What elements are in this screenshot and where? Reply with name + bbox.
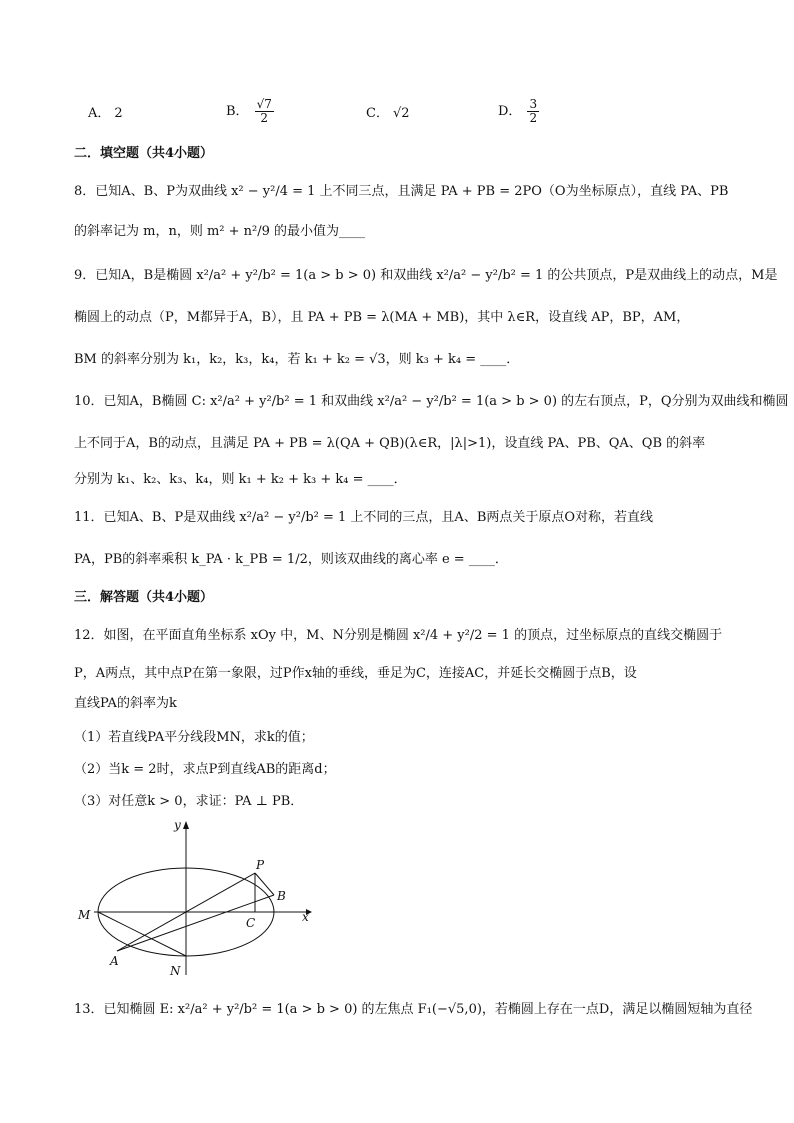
question-12-line-2: P，A两点，其中点P在第一象限，过P作x轴的垂线，垂足为C，连接AC，并延长交椭圆于点B，设 (74, 666, 637, 681)
question-9-line-1: 9．已知A，B是椭圆 x²/a² + y²/b² = 1(a > b > 0) 和双曲线 x²/a² − y²/b² = 1 的公共顶点，P是双曲线上的动点，M是 (74, 268, 778, 283)
line-mn (98, 912, 186, 956)
label-x: x (302, 910, 309, 924)
question-9-line-3: BM 的斜率分别为 k₁，k₂，k₃，k₄，若 k₁ + k₂ = √3，则 k₃ + k₄ = ____． (74, 352, 520, 367)
section-answer-title: 三．解答题（共4小题） (74, 590, 214, 605)
ellipse-figure (74, 815, 324, 985)
fraction: $\frac{3}{2}$ (529, 97, 538, 125)
question-10-line-3: 分别为 k₁、k₂、k₃、k₄，则 k₁ + k₂ + k₃ + k₄ = ____． (74, 472, 407, 487)
label-b: B (277, 889, 286, 903)
question-11-line-1: 11．已知A、B、P是双曲线 x²/a² − y²/b² = 1 上不同的三点，且A、B两点关于原点O对称，若直线 (74, 510, 654, 525)
question-12-sub-2: （2）当k = 2时，求点P到直线AB的距离d； (74, 762, 336, 777)
choice-b: B． $\frac{√7}{2}$ (226, 97, 272, 125)
label-p: P (256, 858, 265, 872)
question-13-line-1: 13．已知椭圆 E: x²/a² + y²/b² = 1(a > b > 0) 的左焦点 F₁(−√5,0)，若椭圆上存在一点D，满足以椭圆短轴为直径 (74, 1002, 753, 1017)
label-y: y (174, 818, 181, 832)
question-12-sub-1: （1）若直线PA平分线段MN，求k的值； (74, 730, 314, 745)
choice-d: D． $\frac{3}{2}$ (498, 97, 538, 125)
answer-choices (74, 97, 724, 134)
choice-a: A． 2 (88, 106, 123, 121)
label-a: A (110, 954, 119, 968)
choice-c: C． √2 (366, 106, 410, 121)
question-12-line-3: 直线PA的斜率为k (74, 696, 177, 711)
question-12-sub-3: （3）对任意k > 0，求证：PA ⊥ PB． (74, 794, 304, 809)
y-axis-arrow (183, 821, 189, 829)
fraction: $\frac{√7}{2}$ (256, 97, 272, 125)
question-9-line-2: 椭圆上的动点（P，M都异于A，B），且 PA + PB = λ(MA + MB)，其中 λ∈R，设直线 AP，BP，AM， (74, 310, 690, 325)
question-11-line-2: PA，PB的斜率乘积 k_PA · k_PB = 1/2，则该双曲线的离心率 e = ____． (74, 552, 508, 567)
section-fill-in-title: 二．填空题（共4小题） (74, 146, 214, 161)
label-m: M (78, 908, 91, 922)
question-10-line-2: 上不同于A，B的动点，且满足 PA + PB = λ(QA + QB)(λ∈R，|λ|>1)，设直线 PA、PB、QA、QB 的斜率 (74, 436, 706, 451)
question-8-line-1: 8．已知A、B、P为双曲线 x² − y²/4 = 1 上不同三点，且满足 PA + PB = 2PO（O为坐标原点），直线 PA、PB (74, 184, 729, 199)
label-n: N (170, 964, 181, 978)
question-8-line-2: 的斜率记为 m，n，则 m² + n²/9 的最小值为____ (74, 224, 366, 239)
question-10-line-1: 10．已知A，B椭圆 C: x²/a² + y²/b² = 1 和双曲线 x²/a² − y²/b² = 1(a > b > 0) 的左右顶点，P，Q分别为双曲线和椭圆 (74, 394, 789, 409)
question-12-line-1: 12．如图，在平面直角坐标系 xOy 中，M、N分别是椭圆 x²/4 + y²/2 = 1 的顶点，过坐标原点的直线交椭圆于 (74, 628, 723, 643)
label-c: C (246, 916, 256, 930)
